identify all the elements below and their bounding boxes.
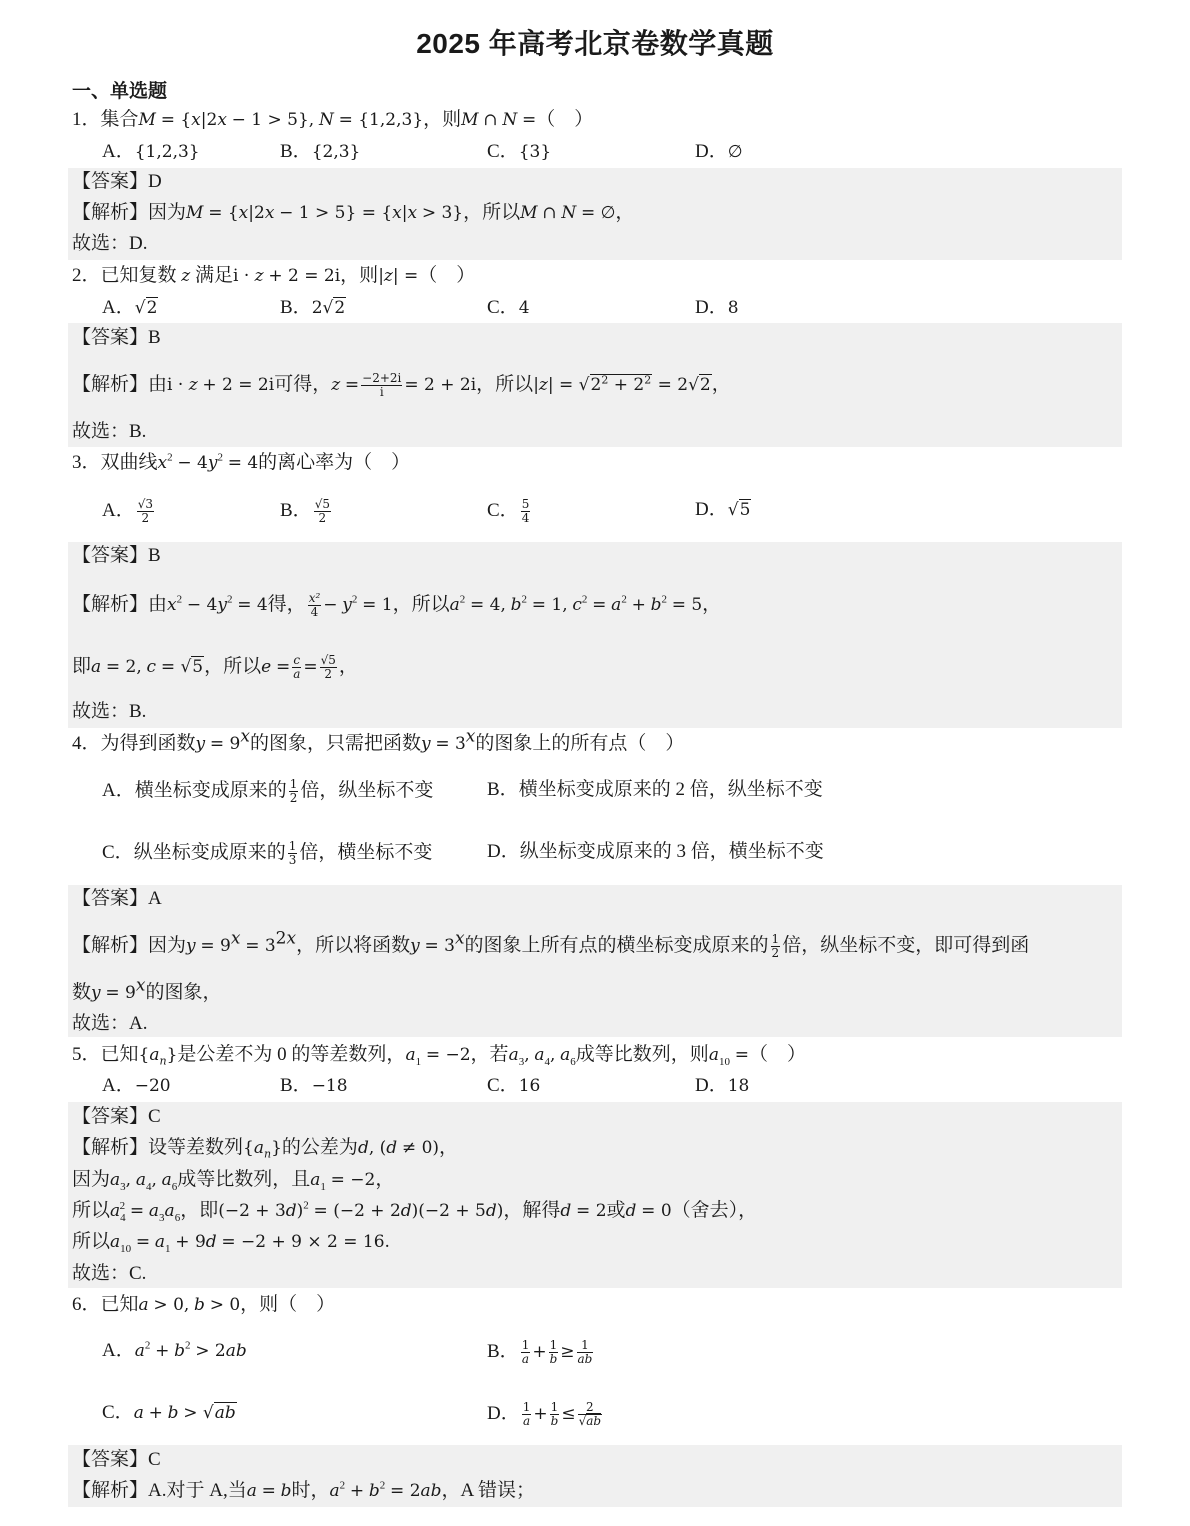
question-5-analysis-line-1: 【解析】设等差数列$\{a_n\}$的公差为d, (d ≠ 0)， xyxy=(72,1137,459,1161)
question-4-analysis-line-3: 故选：A. xyxy=(72,1013,148,1034)
question-2-stem: 2．已知复数 z 满足i · z + 2 = 2i，则|z| =（ ） xyxy=(72,265,476,286)
solution-block-3 xyxy=(68,542,1122,728)
solution-block-5 xyxy=(68,1102,1122,1288)
question-5-analysis-line-2: 因为$a_3$, $a_4$, $a_6$成等比数列，且$a_1 = -2$， xyxy=(72,1169,395,1193)
question-1-option-c: C．{3} xyxy=(487,141,552,162)
question-1-analysis-line-2: 故选：D. xyxy=(72,233,148,254)
question-2-answer: 【答案】B xyxy=(72,327,161,348)
question-5-option-c: C．16 xyxy=(487,1075,541,1096)
question-4-option-c: C．纵坐标变成原来的 $\frac{1}{3}$ 倍，横坐标不变 xyxy=(102,839,433,867)
question-1-answer: 【答案】D xyxy=(72,171,162,192)
question-3-analysis-line-2: 即a = 2, c = √5，所以e = $\frac{c}{a}$ = $\frac{√5}{2}$ ， xyxy=(72,653,358,681)
question-6-option-d: D． $\frac{1}{a}$ + $\frac{1}{b}$ ≤ $\frac{2}{√ab}$ xyxy=(487,1400,602,1428)
question-6-stem: 6．已知a > 0, b > 0，则（ ） xyxy=(72,1294,336,1315)
question-3-option-d: D．√5 xyxy=(695,499,751,520)
solution-block-4 xyxy=(68,885,1122,1037)
question-3-analysis-line-1: 【解析】由$x^2 - 4y^2 = 4$得， $\frac{\text{x²}}{4}$ − $y^2 = 1$，所以$a^2 = 4$, $b^2 = 1$, $c^2 = a^2 + b^2 = 5$， xyxy=(72,591,722,619)
question-6-option-a: A．$a^2 + b^2 > 2ab$ xyxy=(102,1339,247,1361)
question-6-option-b: B． $\frac{1}{a}$ + $\frac{1}{b}$ ≥ $\frac{1}{ab}$ xyxy=(487,1338,593,1366)
question-4-option-b: B．横坐标变成原来的 2 倍，纵坐标不变 xyxy=(487,779,823,800)
question-2-option-d: D．8 xyxy=(695,297,739,318)
question-4-analysis-line-2: 数$y = 9^x$的图象， xyxy=(72,975,222,1003)
question-2-option-b: B．2√2 xyxy=(280,297,346,318)
question-1-option-d: D．∅ xyxy=(695,141,743,162)
question-4-analysis-line-1: 【解析】因为$y = 9^x = 3^{2x}$，所以将函数$y = 3^x$的图象上所有点的横坐标变成原来的 $\frac{1}{2}$ 倍，纵坐标不变，即可得到函 xyxy=(72,928,1030,960)
question-3-option-b: B． $\frac{√5}{2}$ xyxy=(280,497,330,525)
question-2-option-c: C．4 xyxy=(487,297,530,318)
section-heading: 一、单选题 xyxy=(72,81,168,102)
question-2-analysis-line-1: 【解析】由i · z + 2 = 2i可得，z = $\frac{-2+2i}{i}$ = 2 + 2i，所以$|z| = √2^2 + 2^2 = 2√2$， xyxy=(72,371,731,399)
question-5-analysis-line-3: 所以$a_4^2 = a_3a_6$，即$(-2 + 3d)^2 = (-2 + 2d)(-2 + 5d)$，解得d = 2或d = 0（舍去）， xyxy=(72,1199,758,1224)
question-3-option-c: C． $\frac{5}{4}$ xyxy=(487,497,530,525)
question-4-option-d: D．纵坐标变成原来的 3 倍，横坐标不变 xyxy=(487,841,824,862)
question-3-analysis-line-3: 故选：B. xyxy=(72,701,147,722)
question-4-stem: 4．为得到函数$y = 9^x$的图象，只需把函数$y = 3^x$的图象上的所有点（ ） xyxy=(72,726,685,754)
question-5-stem: 5．已知$\{a_n\}$是公差不为 0 的等差数列，$a_1 = -2$，若$a_3$, $a_4$, $a_6$成等比数列，则$a_{10}$ =（ ） xyxy=(72,1044,806,1068)
question-5-option-a: A．−20 xyxy=(102,1075,171,1096)
question-1-option-a: A．{1,2,3} xyxy=(102,141,200,162)
question-1-analysis-line-1: 【解析】因为M = {x|2x − 1 > 5} = {x|x > 3}，所以M ∩ N = ∅， xyxy=(72,202,635,223)
page-title: 2025 年高考北京卷数学真题 xyxy=(416,28,774,59)
question-5-answer: 【答案】C xyxy=(72,1106,161,1127)
question-3-answer: 【答案】B xyxy=(72,545,161,566)
question-2-analysis-line-2: 故选：B. xyxy=(72,421,147,442)
question-1-option-b: B．{2,3} xyxy=(280,141,361,162)
question-4-option-a: A．横坐标变成原来的 $\frac{1}{2}$ 倍，纵坐标不变 xyxy=(102,777,434,805)
question-6-answer: 【答案】C xyxy=(72,1449,161,1470)
question-3-option-a: A． $\frac{√3}{2}$ xyxy=(102,497,154,525)
question-6-analysis-line-1: 【解析】A.对于 A,当a = b时，$a^2 + b^2 = 2ab$，A 错误； xyxy=(72,1479,535,1501)
question-number: 1． xyxy=(72,109,101,130)
question-5-option-b: B．−18 xyxy=(280,1075,348,1096)
question-4-answer: 【答案】A xyxy=(72,888,162,909)
question-1-stem: 1．集合M = {x|2x − 1 > 5}, N = {1,2,3}，则M ∩ N =（ ） xyxy=(72,109,594,130)
question-3-stem: 3．双曲线$x^2 - 4y^2 = 4$的离心率为（ ） xyxy=(72,451,411,473)
question-5-analysis-line-5: 故选：C. xyxy=(72,1263,147,1284)
question-6-option-c: C．a + b > √ab xyxy=(102,1402,236,1423)
question-5-analysis-line-4: 所以$a_{10} = a_1 + 9d = -2 + 9 \times 2 = 16$. xyxy=(72,1231,390,1255)
question-5-option-d: D．18 xyxy=(695,1075,750,1096)
question-2-option-a: A．√2 xyxy=(102,297,158,318)
